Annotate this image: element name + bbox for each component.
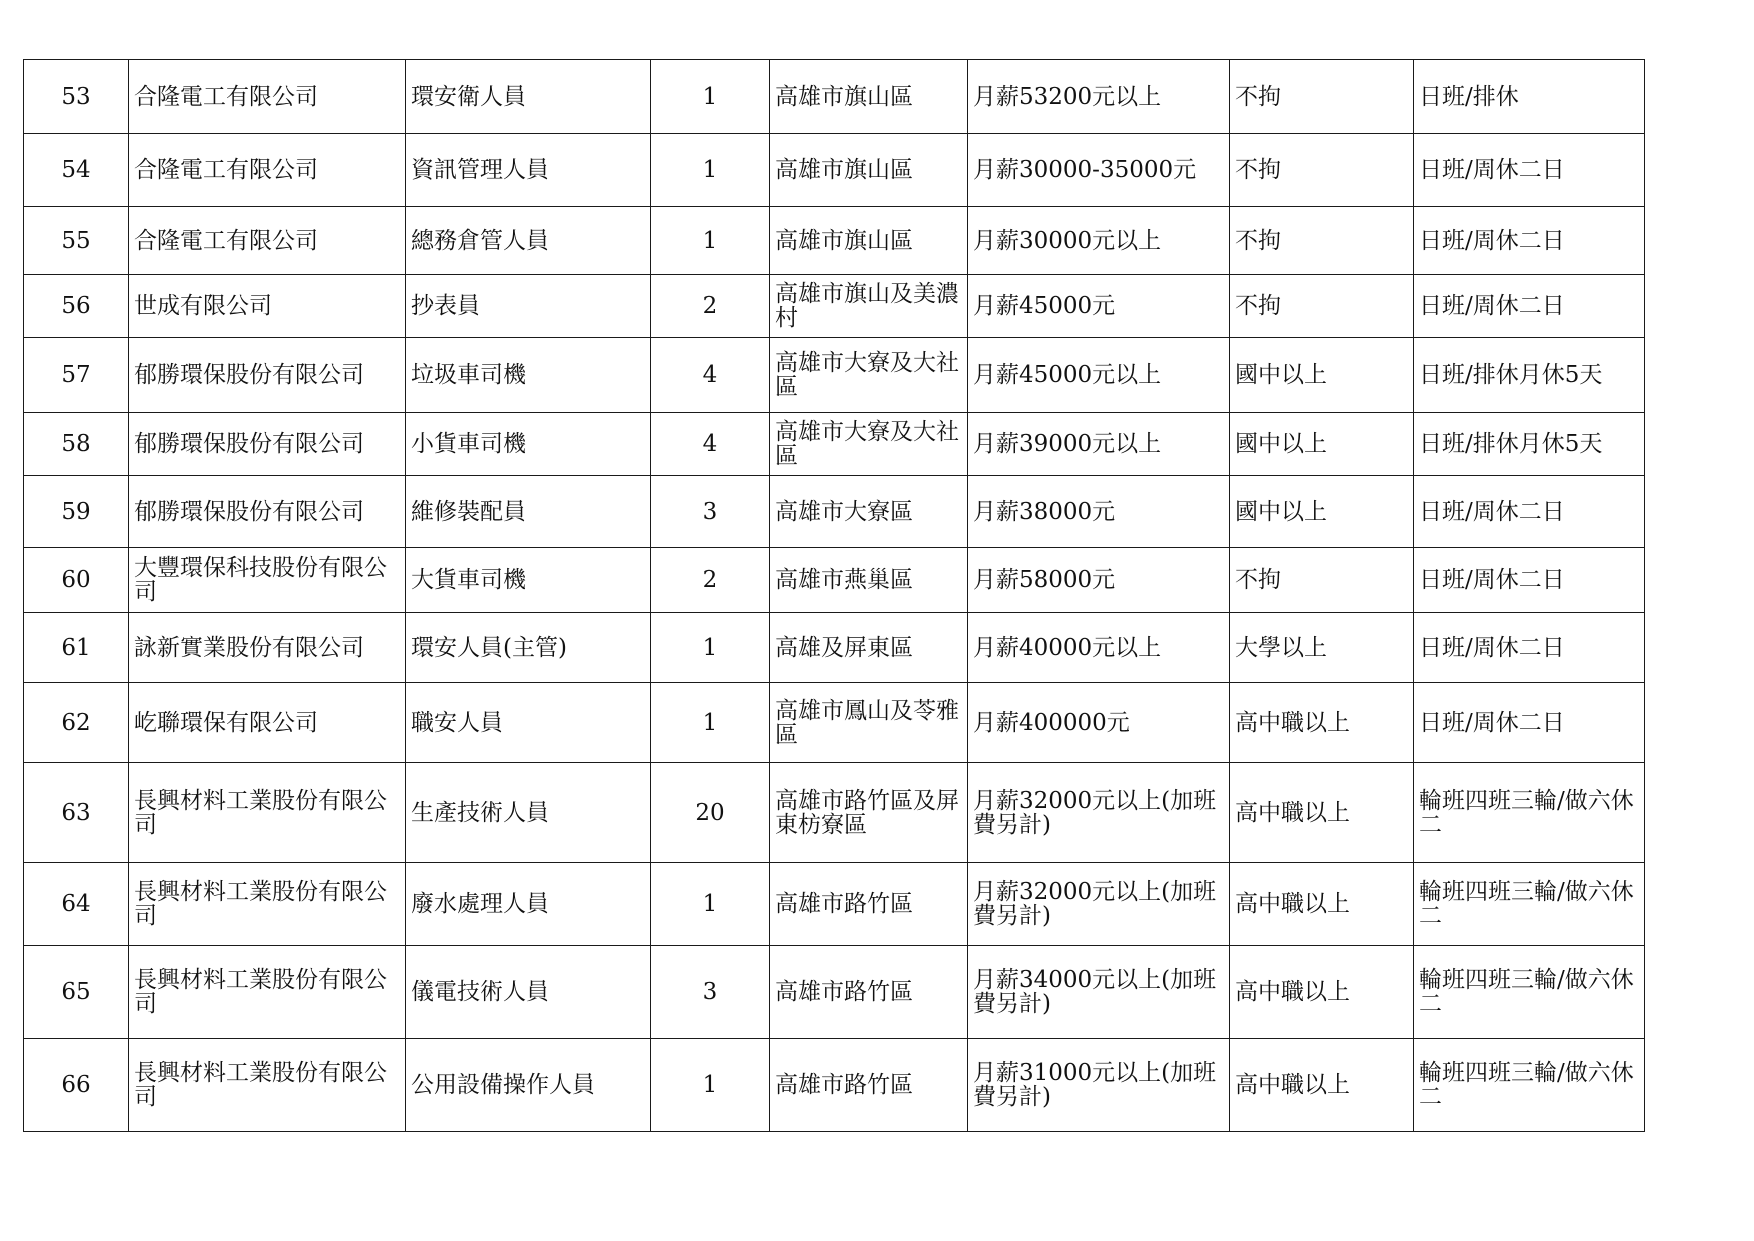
table-row <box>24 275 1645 338</box>
row-number-cell: 59 <box>24 476 129 548</box>
headcount-cell: 2 <box>651 275 770 338</box>
table-row <box>24 946 1645 1039</box>
education-requirement-cell: 高中職以上 <box>1230 683 1414 763</box>
company-name-cell: 世成有限公司 <box>129 275 406 338</box>
headcount-cell: 1 <box>651 134 770 207</box>
work-shift-cell: 日班/排休月休5天 <box>1414 338 1645 413</box>
company-name-cell: 郁勝環保股份有限公司 <box>129 476 406 548</box>
company-name-cell: 詠新實業股份有限公司 <box>129 613 406 683</box>
table-row <box>24 683 1645 763</box>
education-requirement-cell: 不拘 <box>1230 134 1414 207</box>
job-title-cell: 資訊管理人員 <box>406 134 651 207</box>
work-location-cell: 高雄市路竹區及屏東枋寮區 <box>770 763 968 863</box>
work-location-cell: 高雄市旗山及美濃村 <box>770 275 968 338</box>
work-shift-cell: 日班/周休二日 <box>1414 613 1645 683</box>
salary-cell: 月薪34000元以上(加班費另計) <box>968 946 1230 1039</box>
job-title-cell: 垃圾車司機 <box>406 338 651 413</box>
row-number-cell: 53 <box>24 60 129 134</box>
work-location-cell: 高雄市大寮及大社區 <box>770 338 968 413</box>
company-name-cell: 長興材料工業股份有限公司 <box>129 763 406 863</box>
row-number-cell: 62 <box>24 683 129 763</box>
row-number-cell: 58 <box>24 413 129 476</box>
work-shift-cell: 輪班四班三輪/做六休二 <box>1414 863 1645 946</box>
work-location-cell: 高雄市旗山區 <box>770 134 968 207</box>
work-shift-cell: 日班/周休二日 <box>1414 548 1645 613</box>
job-title-cell: 小貨車司機 <box>406 413 651 476</box>
headcount-cell: 3 <box>651 476 770 548</box>
table-row <box>24 338 1645 413</box>
salary-cell: 月薪45000元 <box>968 275 1230 338</box>
salary-cell: 月薪40000元以上 <box>968 613 1230 683</box>
row-number-cell: 56 <box>24 275 129 338</box>
job-title-cell: 環安人員(主管) <box>406 613 651 683</box>
job-title-cell: 環安衛人員 <box>406 60 651 134</box>
salary-cell: 月薪39000元以上 <box>968 413 1230 476</box>
education-requirement-cell: 國中以上 <box>1230 476 1414 548</box>
table-row <box>24 207 1645 275</box>
table-row <box>24 548 1645 613</box>
headcount-cell: 1 <box>651 613 770 683</box>
salary-cell: 月薪31000元以上(加班費另計) <box>968 1039 1230 1132</box>
job-title-cell: 大貨車司機 <box>406 548 651 613</box>
company-name-cell: 郁勝環保股份有限公司 <box>129 413 406 476</box>
job-title-cell: 廢水處理人員 <box>406 863 651 946</box>
work-location-cell: 高雄市路竹區 <box>770 946 968 1039</box>
work-shift-cell: 日班/周休二日 <box>1414 275 1645 338</box>
salary-cell: 月薪30000-35000元 <box>968 134 1230 207</box>
job-title-cell: 公用設備操作人員 <box>406 1039 651 1132</box>
work-location-cell: 高雄市鳳山及苓雅區 <box>770 683 968 763</box>
headcount-cell: 1 <box>651 1039 770 1132</box>
work-location-cell: 高雄市旗山區 <box>770 207 968 275</box>
headcount-cell: 4 <box>651 413 770 476</box>
job-title-cell: 職安人員 <box>406 683 651 763</box>
education-requirement-cell: 高中職以上 <box>1230 1039 1414 1132</box>
job-title-cell: 儀電技術人員 <box>406 946 651 1039</box>
table-row <box>24 60 1645 134</box>
education-requirement-cell: 國中以上 <box>1230 413 1414 476</box>
headcount-cell: 1 <box>651 683 770 763</box>
work-shift-cell: 日班/周休二日 <box>1414 134 1645 207</box>
work-location-cell: 高雄市路竹區 <box>770 863 968 946</box>
job-title-cell: 總務倉管人員 <box>406 207 651 275</box>
row-number-cell: 55 <box>24 207 129 275</box>
work-shift-cell: 輪班四班三輪/做六休二 <box>1414 763 1645 863</box>
work-location-cell: 高雄及屏東區 <box>770 613 968 683</box>
salary-cell: 月薪32000元以上(加班費另計) <box>968 863 1230 946</box>
work-shift-cell: 日班/排休 <box>1414 60 1645 134</box>
headcount-cell: 4 <box>651 338 770 413</box>
education-requirement-cell: 高中職以上 <box>1230 946 1414 1039</box>
headcount-cell: 2 <box>651 548 770 613</box>
job-listing-table <box>23 59 1645 1132</box>
work-location-cell: 高雄市燕巢區 <box>770 548 968 613</box>
row-number-cell: 61 <box>24 613 129 683</box>
company-name-cell: 長興材料工業股份有限公司 <box>129 946 406 1039</box>
table-row <box>24 613 1645 683</box>
company-name-cell: 郁勝環保股份有限公司 <box>129 338 406 413</box>
education-requirement-cell: 不拘 <box>1230 275 1414 338</box>
headcount-cell: 1 <box>651 207 770 275</box>
education-requirement-cell: 不拘 <box>1230 548 1414 613</box>
salary-cell: 月薪53200元以上 <box>968 60 1230 134</box>
work-shift-cell: 日班/排休月休5天 <box>1414 413 1645 476</box>
work-shift-cell: 輪班四班三輪/做六休二 <box>1414 1039 1645 1132</box>
table-row <box>24 863 1645 946</box>
work-shift-cell: 輪班四班三輪/做六休二 <box>1414 946 1645 1039</box>
salary-cell: 月薪32000元以上(加班費另計) <box>968 763 1230 863</box>
education-requirement-cell: 不拘 <box>1230 207 1414 275</box>
table-body <box>24 60 1645 1132</box>
table-row <box>24 1039 1645 1132</box>
table-row <box>24 476 1645 548</box>
company-name-cell: 長興材料工業股份有限公司 <box>129 1039 406 1132</box>
work-location-cell: 高雄市旗山區 <box>770 60 968 134</box>
work-shift-cell: 日班/周休二日 <box>1414 207 1645 275</box>
company-name-cell: 大豐環保科技股份有限公司 <box>129 548 406 613</box>
row-number-cell: 57 <box>24 338 129 413</box>
headcount-cell: 20 <box>651 763 770 863</box>
work-location-cell: 高雄市大寮區 <box>770 476 968 548</box>
headcount-cell: 3 <box>651 946 770 1039</box>
salary-cell: 月薪38000元 <box>968 476 1230 548</box>
job-title-cell: 生產技術人員 <box>406 763 651 863</box>
work-shift-cell: 日班/周休二日 <box>1414 476 1645 548</box>
salary-cell: 月薪30000元以上 <box>968 207 1230 275</box>
salary-cell: 月薪45000元以上 <box>968 338 1230 413</box>
headcount-cell: 1 <box>651 60 770 134</box>
education-requirement-cell: 大學以上 <box>1230 613 1414 683</box>
company-name-cell: 合隆電工有限公司 <box>129 134 406 207</box>
headcount-cell: 1 <box>651 863 770 946</box>
work-location-cell: 高雄市路竹區 <box>770 1039 968 1132</box>
table-row <box>24 763 1645 863</box>
row-number-cell: 65 <box>24 946 129 1039</box>
salary-cell: 月薪58000元 <box>968 548 1230 613</box>
row-number-cell: 60 <box>24 548 129 613</box>
job-title-cell: 維修裝配員 <box>406 476 651 548</box>
education-requirement-cell: 國中以上 <box>1230 338 1414 413</box>
company-name-cell: 屹聯環保有限公司 <box>129 683 406 763</box>
row-number-cell: 54 <box>24 134 129 207</box>
table-row <box>24 413 1645 476</box>
work-location-cell: 高雄市大寮及大社區 <box>770 413 968 476</box>
education-requirement-cell: 高中職以上 <box>1230 763 1414 863</box>
row-number-cell: 63 <box>24 763 129 863</box>
education-requirement-cell: 不拘 <box>1230 60 1414 134</box>
row-number-cell: 64 <box>24 863 129 946</box>
education-requirement-cell: 高中職以上 <box>1230 863 1414 946</box>
salary-cell: 月薪400000元 <box>968 683 1230 763</box>
work-shift-cell: 日班/周休二日 <box>1414 683 1645 763</box>
job-title-cell: 抄表員 <box>406 275 651 338</box>
company-name-cell: 合隆電工有限公司 <box>129 207 406 275</box>
row-number-cell: 66 <box>24 1039 129 1132</box>
company-name-cell: 合隆電工有限公司 <box>129 60 406 134</box>
company-name-cell: 長興材料工業股份有限公司 <box>129 863 406 946</box>
table-row <box>24 134 1645 207</box>
